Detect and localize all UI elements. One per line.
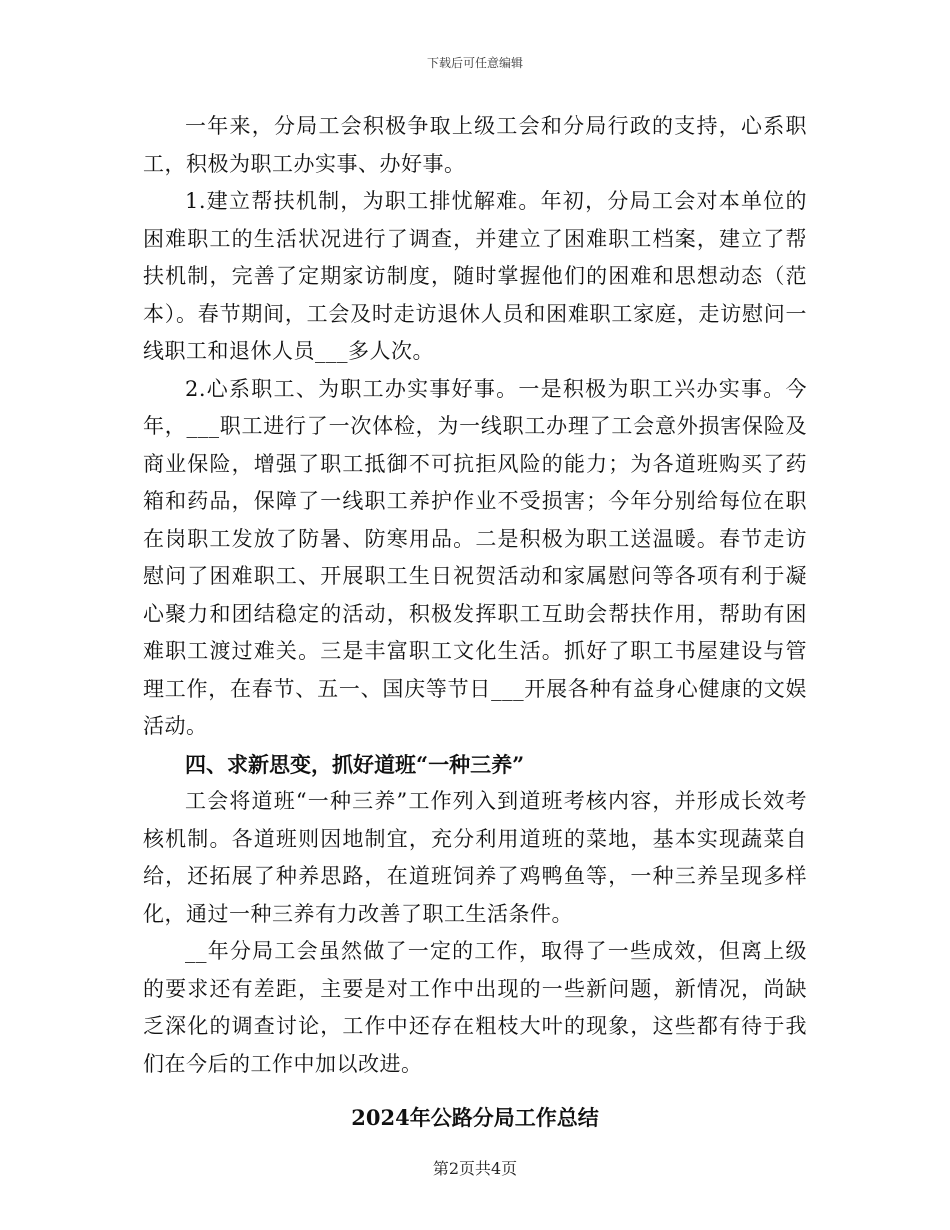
paragraph-one-plant-three-raise: 工会将道班“一种三养”工作列入到道班考核内容，并形成长效考核机制。各道班则因地制宜，充分利用道班的菜地，基本实现蔬菜自给，还拓展了种养思路，在道班饲养了鸡鸭鱼等，一种三养呈现多样化，通过一种三养有力改善了职工生活条件。 <box>143 789 807 926</box>
section-heading: 四、求新思变，抓好道班“一种三养” <box>185 751 525 777</box>
page-number: 第2页共4页 <box>432 1159 518 1178</box>
next-document-title: 2024年公路分局工作总结 <box>351 1105 599 1130</box>
paragraph-conclusion: __年分局工会虽然做了一定的工作，取得了一些成效，但离上级的要求还有差距，主要是对工作中出现的一些新问题，新情况，尚缺乏深化的调查讨论，工作中还存在粗枝大叶的现象，这些都有待于我们在今后的工作中加以改进。 <box>143 939 807 1076</box>
paragraph-help-mechanism: 1.建立帮扶机制，为职工排忧解难。年初，分局工会对本单位的困难职工的生活状况进行了调查，并建立了困难职工档案，建立了帮扶机制，完善了定期家访制度，随时掌握他们的困难和思想动态（范本）。春节期间，工会及时走访退休人员和困难职工家庭，走访慰问一线职工和退休人员___多人次。 <box>143 189 807 363</box>
paragraph-practical-matters: 2.心系职工、为职工办实事好事。一是积极为职工兴办实事。今年，___职工进行了一次体检，为一线职工办理了工会意外损害保险及商业保险，增强了职工抵御不可抗拒风险的能力；为各道班购买了药箱和药品，保障了一线职工养护作业不受损害；今年分别给每位在职在岗职工发放了防暑、防寒用品。二是积极为职工送温暖。春节走访慰问了困难职工、开展职工生日祝贺活动和家属慰问等各项有利于凝心聚力和团结稳定的活动，积极发挥职工互助会帮扶作用，帮助有困难职工渡过难关。三是丰富职工文化生活。抓好了职工书屋建设与管理工作，在春节、五一、国庆等节日___开展各种有益身心健康的文娱活动。 <box>143 376 807 738</box>
header-note: 下载后可任意编辑 <box>426 56 523 70</box>
document-body <box>143 108 807 1137</box>
paragraph-intro: 一年来，分局工会积极争取上级工会和分局行政的支持，心系职工，积极为职工办实事、办好事。 <box>143 114 807 176</box>
